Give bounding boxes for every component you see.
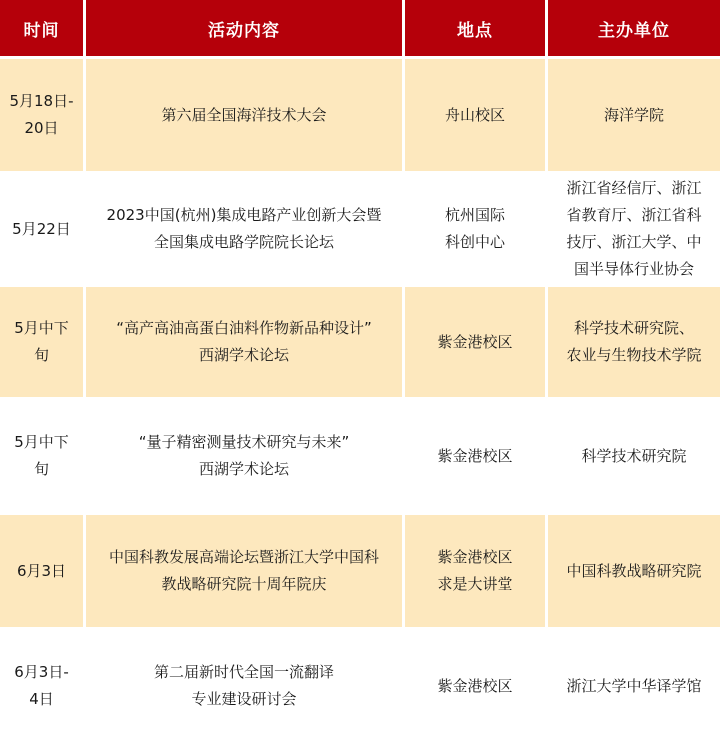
cell-text: “量子精密测量技术研究与未来” bbox=[138, 433, 350, 451]
cell-content bbox=[86, 59, 402, 171]
cell-organizer bbox=[548, 287, 720, 397]
cell-location bbox=[405, 174, 545, 284]
cell-text: 科学技术研究院、 bbox=[573, 319, 694, 337]
cell-organizer bbox=[548, 174, 720, 284]
cell-location bbox=[405, 59, 545, 171]
table-row bbox=[0, 630, 720, 742]
cell-text: 西湖学术论坛 bbox=[198, 460, 289, 478]
cell-text: 省教育厅、浙江省科 bbox=[566, 206, 702, 224]
cell-text: 紫金港校区 bbox=[437, 332, 513, 351]
cell-text: 5月中下 bbox=[14, 319, 69, 337]
cell-text: 浙江省经信厅、浙江 bbox=[566, 179, 702, 197]
cell-text: 中国科教战略研究院 bbox=[566, 561, 702, 580]
cell-text: 紫金港校区 bbox=[437, 676, 513, 695]
cell-text: 科学技术研究院 bbox=[581, 446, 687, 465]
cell-text: 科创中心 bbox=[444, 233, 505, 251]
cell-text: 国半导体行业协会 bbox=[573, 260, 694, 278]
cell-content bbox=[86, 630, 402, 742]
cell-location bbox=[405, 287, 545, 397]
cell-text: 技厅、浙江大学、中 bbox=[566, 233, 702, 251]
cell-text: 2023中国(杭州)集成电路产业创新大会暨 bbox=[106, 206, 382, 224]
cell-time bbox=[0, 630, 83, 742]
cell-content bbox=[86, 400, 402, 512]
cell-location bbox=[405, 630, 545, 742]
cell-text: 第六届全国海洋技术大会 bbox=[161, 105, 327, 124]
cell-organizer bbox=[548, 515, 720, 627]
cell-time bbox=[0, 174, 83, 284]
cell-text: 舟山校区 bbox=[444, 105, 505, 124]
header-content: 活动内容 bbox=[86, 0, 402, 56]
cell-text: 5月中下 bbox=[14, 433, 69, 451]
cell-text: 旬 bbox=[33, 346, 49, 364]
cell-text: 6月3日- bbox=[14, 663, 69, 681]
cell-text: 杭州国际 bbox=[444, 206, 505, 224]
cell-text: 专业建设研讨会 bbox=[191, 690, 297, 708]
cell-text: 20日 bbox=[24, 119, 59, 137]
cell-text: 5月18日- bbox=[9, 92, 74, 110]
cell-text: 6月3日 bbox=[16, 561, 67, 580]
cell-text: 农业与生物技术学院 bbox=[566, 346, 702, 364]
cell-text: 全国集成电路学院院长论坛 bbox=[153, 233, 334, 251]
cell-text: 求是大讲堂 bbox=[437, 575, 513, 593]
cell-text: 西湖学术论坛 bbox=[198, 346, 289, 364]
cell-organizer bbox=[548, 59, 720, 171]
table-row bbox=[0, 287, 720, 397]
cell-text: 紫金港校区 bbox=[437, 548, 513, 566]
cell-time bbox=[0, 515, 83, 627]
cell-text: “高产高油高蛋白油料作物新品种设计” bbox=[116, 319, 372, 337]
table-row bbox=[0, 174, 720, 284]
cell-organizer bbox=[548, 400, 720, 512]
cell-text: 第二届新时代全国一流翻译 bbox=[153, 663, 334, 681]
cell-text: 4日 bbox=[29, 690, 54, 708]
cell-text: 中国科教发展高端论坛暨浙江大学中国科 bbox=[108, 548, 379, 566]
cell-time bbox=[0, 400, 83, 512]
cell-location bbox=[405, 515, 545, 627]
header-location: 地点 bbox=[405, 0, 545, 56]
table-row bbox=[0, 515, 720, 627]
header-time: 时间 bbox=[0, 0, 83, 56]
cell-text: 海洋学院 bbox=[603, 105, 664, 124]
cell-content bbox=[86, 287, 402, 397]
cell-time bbox=[0, 59, 83, 171]
cell-text: 教战略研究院十周年院庆 bbox=[161, 575, 327, 593]
cell-text: 紫金港校区 bbox=[437, 446, 513, 465]
cell-content bbox=[86, 174, 402, 284]
cell-text: 浙江大学中华译学馆 bbox=[566, 676, 702, 695]
header-organizer: 主办单位 bbox=[548, 0, 720, 56]
cell-text: 旬 bbox=[33, 460, 49, 478]
table-row bbox=[0, 400, 720, 512]
cell-organizer bbox=[548, 630, 720, 742]
cell-content bbox=[86, 515, 402, 627]
table-header bbox=[0, 0, 720, 56]
table-row bbox=[0, 59, 720, 171]
cell-time bbox=[0, 287, 83, 397]
cell-location bbox=[405, 400, 545, 512]
cell-text: 5月22日 bbox=[12, 219, 71, 238]
